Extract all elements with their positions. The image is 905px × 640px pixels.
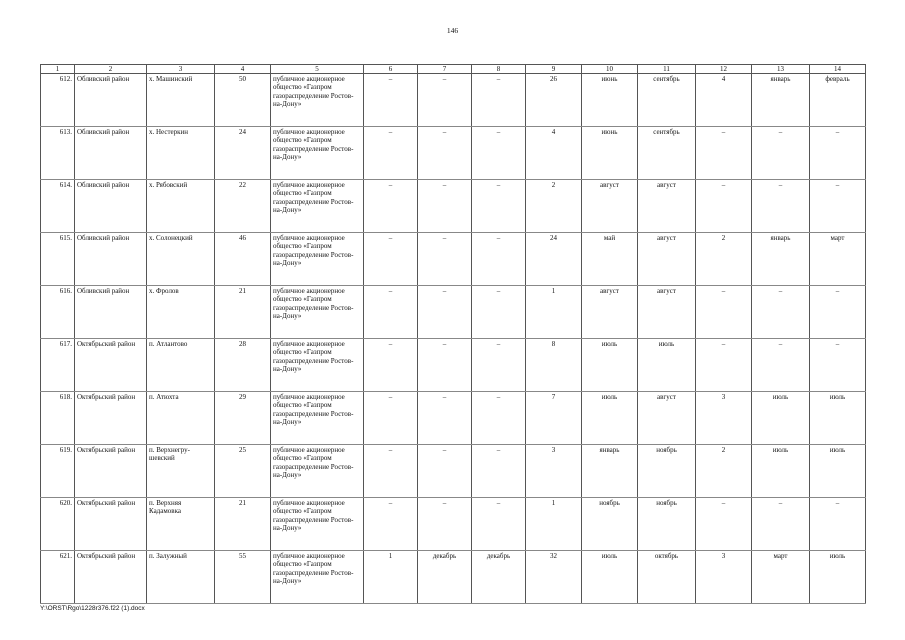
column-6-cell: – [364, 286, 418, 339]
column-12-cell: 2 [696, 445, 752, 498]
column-11-cell: октябрь [638, 551, 696, 604]
column-10-cell: август [582, 180, 638, 233]
column-7-cell: – [418, 498, 472, 551]
column-9-cell: 3 [526, 445, 582, 498]
district-cell: Октябрьский район [75, 339, 147, 392]
column-8-cell: – [472, 74, 526, 127]
column-10-cell: июль [582, 339, 638, 392]
column-header: 8 [472, 65, 526, 74]
column-8-cell: – [472, 127, 526, 180]
settlement-cell: х. Фролов [147, 286, 215, 339]
column-8-cell: – [472, 233, 526, 286]
column-13-cell: – [752, 180, 810, 233]
column-4-cell: 25 [215, 445, 271, 498]
column-14-cell: – [810, 339, 866, 392]
column-10-cell: январь [582, 445, 638, 498]
owner-cell: публичное акционерное общество «Газпром газораспределение Ростов-на-Дону» [271, 286, 364, 339]
column-9-cell: 8 [526, 339, 582, 392]
table-row [41, 551, 866, 604]
column-12-cell: 3 [696, 392, 752, 445]
column-10-cell: май [582, 233, 638, 286]
column-6-cell: 1 [364, 551, 418, 604]
column-7-cell: – [418, 127, 472, 180]
settlement-cell: х. Нестеркин [147, 127, 215, 180]
column-13-cell: – [752, 498, 810, 551]
column-13-cell: январь [752, 233, 810, 286]
district-cell: Октябрьский район [75, 498, 147, 551]
page-number: 146 [446, 26, 459, 35]
column-header: 1 [41, 65, 75, 74]
settlement-cell: х. Солонецкий [147, 233, 215, 286]
table-row [41, 445, 866, 498]
column-header: 7 [418, 65, 472, 74]
column-13-cell: июль [752, 445, 810, 498]
column-14-cell: – [810, 180, 866, 233]
column-7-cell: – [418, 74, 472, 127]
settlement-cell: п. Верхняя Кадамовка [147, 498, 215, 551]
column-14-cell: март [810, 233, 866, 286]
table-row [41, 180, 866, 233]
column-7-cell: – [418, 180, 472, 233]
row-number: 618. [41, 392, 75, 445]
column-12-cell: – [696, 286, 752, 339]
owner-cell: публичное акционерное общество «Газпром газораспределение Ростов-на-Дону» [271, 498, 364, 551]
column-14-cell: июль [810, 392, 866, 445]
district-cell: Октябрьский район [75, 392, 147, 445]
column-9-cell: 7 [526, 392, 582, 445]
column-14-cell: июль [810, 445, 866, 498]
column-8-cell: декабрь [472, 551, 526, 604]
column-14-cell: – [810, 498, 866, 551]
column-10-cell: август [582, 286, 638, 339]
column-13-cell: июль [752, 392, 810, 445]
owner-cell: публичное акционерное общество «Газпром газораспределение Ростов-на-Дону» [271, 392, 364, 445]
district-cell: Обливский район [75, 286, 147, 339]
column-4-cell: 55 [215, 551, 271, 604]
column-12-cell: 2 [696, 233, 752, 286]
owner-cell: публичное акционерное общество «Газпром газораспределение Ростов-на-Дону» [271, 127, 364, 180]
column-13-cell: – [752, 286, 810, 339]
column-8-cell: – [472, 498, 526, 551]
column-header: 4 [215, 65, 271, 74]
table-row [41, 392, 866, 445]
column-12-cell: 4 [696, 74, 752, 127]
column-11-cell: август [638, 233, 696, 286]
column-11-cell: август [638, 180, 696, 233]
row-number: 612. [41, 74, 75, 127]
column-12-cell: – [696, 339, 752, 392]
column-13-cell: – [752, 127, 810, 180]
column-7-cell: – [418, 445, 472, 498]
column-11-cell: ноябрь [638, 498, 696, 551]
settlement-cell: п. Атюхта [147, 392, 215, 445]
column-6-cell: – [364, 127, 418, 180]
column-14-cell: – [810, 286, 866, 339]
column-header: 9 [526, 65, 582, 74]
column-4-cell: 21 [215, 286, 271, 339]
district-cell: Октябрьский район [75, 551, 147, 604]
column-header: 5 [271, 65, 364, 74]
owner-cell: публичное акционерное общество «Газпром газораспределение Ростов-на-Дону» [271, 233, 364, 286]
column-7-cell: – [418, 392, 472, 445]
column-8-cell: – [472, 286, 526, 339]
footer-file-path: Y:\ORST\Rgo\1228r376.f22 (1).docx [40, 605, 145, 612]
column-12-cell: – [696, 498, 752, 551]
column-11-cell: сентябрь [638, 127, 696, 180]
column-7-cell: – [418, 339, 472, 392]
column-header: 12 [696, 65, 752, 74]
column-11-cell: ноябрь [638, 445, 696, 498]
column-13-cell: январь [752, 74, 810, 127]
column-11-cell: август [638, 286, 696, 339]
column-10-cell: июнь [582, 74, 638, 127]
owner-cell: публичное акционерное общество «Газпром газораспределение Ростов-на-Дону» [271, 339, 364, 392]
table-row [41, 74, 866, 127]
owner-cell: публичное акционерное общество «Газпром газораспределение Ростов-на-Дону» [271, 445, 364, 498]
column-6-cell: – [364, 445, 418, 498]
row-number: 619. [41, 445, 75, 498]
column-11-cell: июль [638, 339, 696, 392]
district-cell: Обливский район [75, 74, 147, 127]
column-6-cell: – [364, 74, 418, 127]
district-cell: Октябрьский район [75, 445, 147, 498]
column-9-cell: 32 [526, 551, 582, 604]
column-header: 10 [582, 65, 638, 74]
column-10-cell: июнь [582, 127, 638, 180]
district-cell: Обливский район [75, 127, 147, 180]
column-header: 2 [75, 65, 147, 74]
column-6-cell: – [364, 339, 418, 392]
column-12-cell: 3 [696, 551, 752, 604]
column-10-cell: июль [582, 551, 638, 604]
column-7-cell: декабрь [418, 551, 472, 604]
column-8-cell: – [472, 392, 526, 445]
column-6-cell: – [364, 233, 418, 286]
column-4-cell: 28 [215, 339, 271, 392]
settlement-cell: п. Верхнегру-шевский [147, 445, 215, 498]
row-number: 615. [41, 233, 75, 286]
column-7-cell: – [418, 233, 472, 286]
row-number: 621. [41, 551, 75, 604]
column-9-cell: 2 [526, 180, 582, 233]
column-8-cell: – [472, 339, 526, 392]
column-header: 3 [147, 65, 215, 74]
row-number: 617. [41, 339, 75, 392]
column-header: 6 [364, 65, 418, 74]
column-9-cell: 24 [526, 233, 582, 286]
column-4-cell: 22 [215, 180, 271, 233]
table-row [41, 339, 866, 392]
header-row [41, 65, 866, 74]
settlement-cell: п. Залужный [147, 551, 215, 604]
column-13-cell: – [752, 339, 810, 392]
column-4-cell: 46 [215, 233, 271, 286]
row-number: 616. [41, 286, 75, 339]
settlement-cell: х. Машинский [147, 74, 215, 127]
column-4-cell: 50 [215, 74, 271, 127]
column-12-cell: – [696, 180, 752, 233]
column-9-cell: 1 [526, 286, 582, 339]
column-header: 14 [810, 65, 866, 74]
column-9-cell: 26 [526, 74, 582, 127]
column-6-cell: – [364, 498, 418, 551]
district-cell: Обливский район [75, 180, 147, 233]
column-13-cell: март [752, 551, 810, 604]
column-4-cell: 21 [215, 498, 271, 551]
settlement-cell: п. Атлантово [147, 339, 215, 392]
column-12-cell: – [696, 127, 752, 180]
row-number: 620. [41, 498, 75, 551]
column-9-cell: 1 [526, 498, 582, 551]
column-11-cell: сентябрь [638, 74, 696, 127]
column-10-cell: ноябрь [582, 498, 638, 551]
column-6-cell: – [364, 392, 418, 445]
column-14-cell: июль [810, 551, 866, 604]
column-header: 13 [752, 65, 810, 74]
column-4-cell: 29 [215, 392, 271, 445]
row-number: 614. [41, 180, 75, 233]
column-header: 11 [638, 65, 696, 74]
column-6-cell: – [364, 180, 418, 233]
column-11-cell: август [638, 392, 696, 445]
district-cell: Обливский район [75, 233, 147, 286]
column-14-cell: февраль [810, 74, 866, 127]
table-row [41, 498, 866, 551]
row-number: 613. [41, 127, 75, 180]
column-14-cell: – [810, 127, 866, 180]
owner-cell: публичное акционерное общество «Газпром газораспределение Ростов-на-Дону» [271, 551, 364, 604]
table-row [41, 127, 866, 180]
data-table [40, 64, 866, 604]
column-8-cell: – [472, 180, 526, 233]
column-10-cell: июль [582, 392, 638, 445]
column-9-cell: 4 [526, 127, 582, 180]
owner-cell: публичное акционерное общество «Газпром газораспределение Ростов-на-Дону» [271, 180, 364, 233]
table-row [41, 286, 866, 339]
column-8-cell: – [472, 445, 526, 498]
owner-cell: публичное акционерное общество «Газпром газораспределение Ростов-на-Дону» [271, 74, 364, 127]
settlement-cell: х. Рябовский [147, 180, 215, 233]
column-7-cell: – [418, 286, 472, 339]
table-row [41, 233, 866, 286]
column-4-cell: 24 [215, 127, 271, 180]
